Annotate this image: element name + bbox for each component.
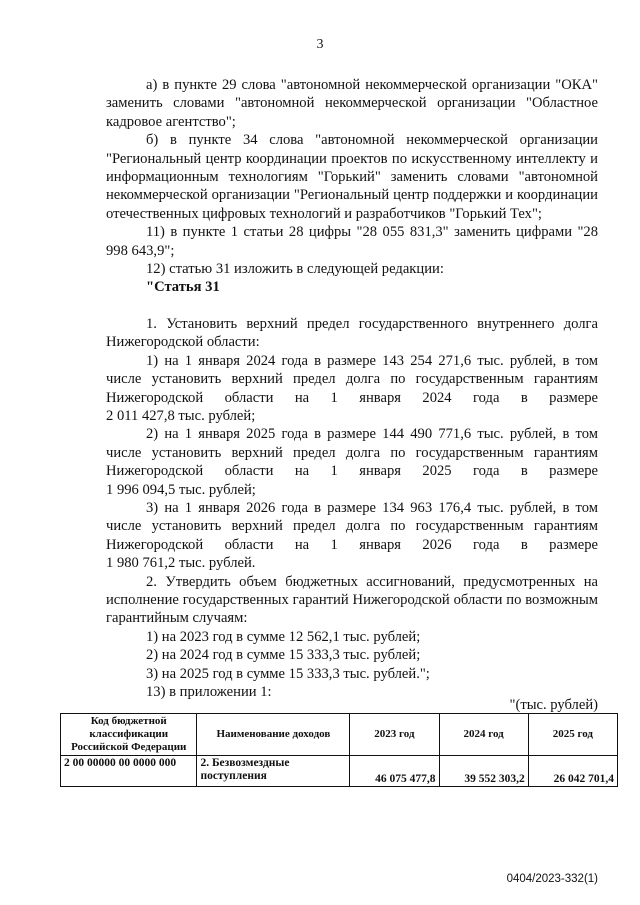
guarantee-2025: 3) на 2025 год в сумме 15 333,3 тыс. рублей.";: [146, 665, 430, 682]
cell-2024: 39 552 303,2: [439, 756, 528, 787]
table-row: [61, 756, 618, 787]
table-header-row: [61, 714, 618, 756]
header-name: Наименование доходов: [197, 714, 350, 756]
header-code: Код бюджетной классификации Российской Федерации: [61, 714, 197, 756]
unit-note: "(тыс. рублей): [509, 697, 598, 713]
document-number: 0404/2023-332(1): [506, 873, 598, 885]
subitem-3: 3) на 1 января 2026 года в размере 134 963 176,4 тыс. рублей, в том числе установить верхний предел долга по государственным гарантиям Нижегородской области на 1 января 2026 года в размере: [106, 499, 598, 553]
cell-name: 2. Безвозмездные поступления: [197, 756, 350, 787]
paragraph-b: б) в пункте 34 слова "автономной некоммерческой организации "Региональный центр координации проектов по искусственному интеллекту и информационным технологиям "Горький" заменить словами "автономной некоммерческой организации "Региональный центр поддержки и координации отечественных цифровых технологий и разработчиков "Горький Тех";: [106, 132, 598, 222]
article-title: "Статья 31: [146, 279, 220, 296]
page-number: 3: [316, 37, 324, 52]
subitem-2-amount: 1 996 094,5 тыс. рублей;: [106, 481, 256, 498]
item-2: 2. Утвердить объем бюджетных ассигнований, предусмотренных на исполнение государственных гарантий Нижегородской области по возможным гарантийным случаям:: [106, 573, 598, 627]
subitem-2: 2) на 1 января 2025 года в размере 144 490 771,6 тыс. рублей, в том числе установить верхний предел долга по государственным гарантиям Нижегородской области на 1 января 2025 года в размере: [106, 426, 598, 480]
header-2023: 2023 год: [350, 714, 439, 756]
guarantee-2024: 2) на 2024 год в сумме 15 333,3 тыс. рублей;: [146, 647, 421, 664]
paragraph-13: 13) в приложении 1:: [146, 684, 272, 700]
item-1: 1. Установить верхний предел государственного внутреннего долга Нижегородской области:: [106, 315, 598, 351]
header-2025: 2025 год: [528, 714, 617, 756]
subitem-3-amount: 1 980 761,2 тыс. рублей.: [106, 555, 256, 572]
cell-2025: 26 042 701,4: [528, 756, 617, 787]
revenue-table: [60, 713, 618, 787]
cell-code: 2 00 00000 00 0000 000: [61, 756, 197, 787]
header-2024: 2024 год: [439, 714, 528, 756]
paragraph-a: а) в пункте 29 слова "автономной некоммерческой организации "ОКА" заменить словами "автономной некоммерческой организации "Областное кадровое агентство";: [106, 77, 598, 130]
subitem-1: 1) на 1 января 2024 года в размере 143 254 271,6 тыс. рублей, в том числе установить верхний предел долга по государственным гарантиям Нижегородской области на 1 января 2024 года в размере: [106, 352, 598, 406]
cell-2023: 46 075 477,8: [350, 756, 439, 787]
subitem-1-amount: 2 011 427,8 тыс. рублей;: [106, 407, 256, 424]
paragraph-11: 11) в пункте 1 статьи 28 цифры "28 055 831,3" заменить цифрами "28 998 643,9";: [106, 224, 598, 259]
guarantee-2023: 1) на 2023 год в сумме 12 562,1 тыс. рублей;: [146, 628, 421, 645]
paragraph-12: 12) статью 31 изложить в следующей редакции:: [146, 261, 444, 278]
document-body: [106, 76, 598, 701]
